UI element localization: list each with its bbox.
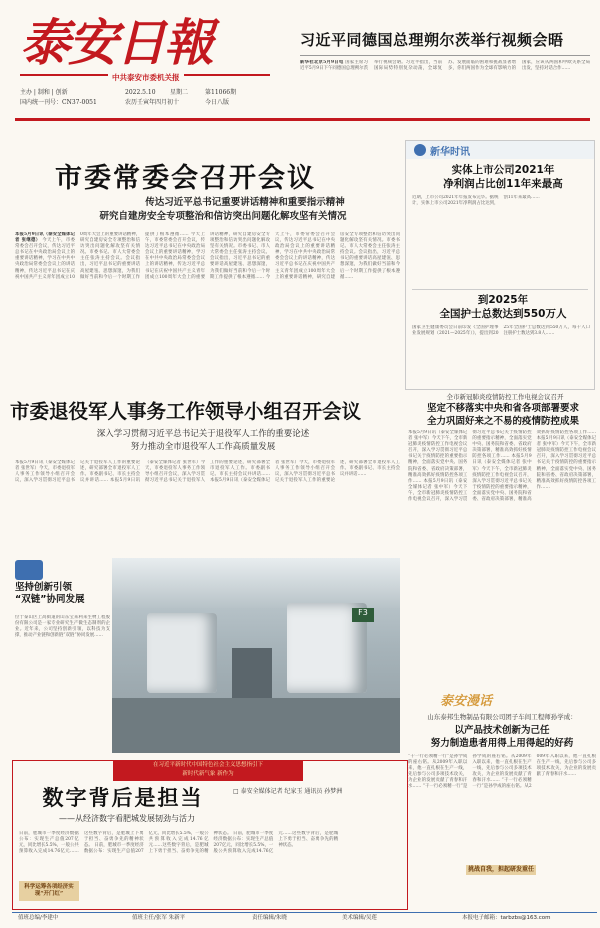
xinhua-item-2-headline: 到2025年 全国护士总数达到550万人: [439, 294, 567, 320]
second-article-text-repeat-2: 本报5月9日讯（泰安全媒体记者 张世军）今天，市委退役军人事务工作领导小组召开会议，深入学习贯彻习近平总书记关于退役军人工作的重要论述，研究部署全市退役军人工作。市委副书记、市长主持会议并讲话……: [210, 460, 400, 484]
bottom-subheadline: ——从经济数字看肥城发展韧劲与活力: [59, 814, 195, 823]
bottom-feature-frame: [12, 760, 408, 910]
feature-article-text-repeat-2: “干一行必须精一行”是孙学成的座右铭。从2009年入职以来，他一直扎根在生产一线，先后参与公司多项技术攻关，为企业的发展贡献了青春和汗水……: [472, 754, 596, 790]
top-headline-text: 习近平同德国总理朔尔茨举行视频会晤: [300, 31, 564, 49]
second-article-text: 本报5月9日讯（泰安全媒体记者 张世军）今天，市委退役军人事务工作领导小组召开会议，深入学习贯彻习近平总书记关于退役军人工作的重要论述，研究部署全市退役军人工作。市委副书记、市长主持会议并讲话……: [15, 460, 140, 484]
right-byline: 全市新冠肺炎疫情防控工作电视会议召开: [446, 393, 564, 401]
feature-article-text: “干一行必须精一行”是孙学成的座右铭。从2009年入职以来，他一直扎根在生产一线，先后参与公司多项技术攻关，为企业的发展贡献了青春和汗水……: [408, 754, 468, 790]
main-article-text-repeat: 今天上午，市委常委会召开会议，传达习近平总书记在中央政治局会议上的重要讲话精神，学习在中共中央政治局常委会会议上的讲话精神，传达习近平总书记在庆祝中国共产主义青年团成立100周年大会上的重要讲话精神，研究自建房安全专项整治和信访突出问题化解攻坚有关情况。市委书记、市人大常委会主任张涛主持会议。会议指出，习近平总书记的重要讲话高屋建瓴、思想深邃，为我们做好当前和今后一个时期工作提供了根本遵循……: [145, 232, 270, 280]
issue-number: 第11066期: [205, 89, 237, 96]
xinhua-item-1-text: 近期，上市公司2021年年报发布完毕。据统计，实体上市公司2021年净利润占比达到，创11年来最高……: [412, 195, 540, 207]
right-headline: 坚定不移落实中央和省各项部署要求 全力巩固好来之不易的疫情防控成果: [426, 403, 579, 427]
footer-edit: 值班总编/李建中: [18, 915, 59, 921]
main-headline: 市委常委会召开会议: [55, 163, 316, 194]
masthead: [20, 14, 290, 94]
xinhua-item-2-text: 国家卫生健康委员会日前印发《全国护理事业发展规划（2021—2025年）》，提出到2025年全国护士总数达到550万人，每千人口注册护士数达到3.8人……: [412, 325, 590, 337]
feature-box: 挑战自我，担起研发重任: [467, 866, 534, 873]
bottom-banner-small: 在习近平新时代中国特色社会主义思想指引下 新时代新气象 新作为: [152, 762, 263, 777]
feature-article-body: [408, 754, 596, 904]
footer-bar: [12, 912, 597, 924]
bottom-article-text-repeat: 日前，肥城市一季度经济数据公布：实现生产总值207亿元，同比增长5.5%，一般公共预算收入完成14.76亿元……这些数字背后，是肥城上下勇于担当、奋勇争先的精神状态。: [83, 831, 232, 855]
feature-article-text-repeat: “干一行必须精一行”是孙学成的座右铭。从2009年入职以来，他一直扎根在生产一线，先后参与公司多项技术攻关，为企业的发展贡献了青春和汗水……: [422, 754, 532, 790]
second-subhead-1: 深入学习贯彻习近平总书记关于退役军人工作的重要论述: [96, 429, 310, 439]
top-brief-label: 新华社北京5月9日电: [300, 60, 344, 65]
sponsor-text: 主办 | 制和 | 创新: [20, 89, 68, 96]
right-article-text-repeat-3: 本报5月9日讯（泰安全媒体记者 张中军）今天下午，全市新冠肺炎疫情防控工作电视会议召开，深入学习贯彻习近平总书记关于疫情防控的重要指示精神，全面落实党中央、国务院和省委、省政府决策部署，精准高效抓好疫情防控各项工作……: [536, 436, 596, 490]
footer-email: 本报电子邮箱：tarbzbs@163.com: [462, 915, 551, 921]
right-article-text-repeat-2: 本报5月9日讯（泰安全媒体记者 张中军）今天下午，全市新冠肺炎疫情防控工作电视会议召开，深入学习贯彻习近平总书记关于疫情防控的重要指示精神，全面落实党中央、国务院和省委、省政府决策部署，精准高效抓好疫情防控各项工作……: [472, 430, 596, 503]
main-subhead-2: 研究自建房安全专项整治和信访突出问题化解攻坚有关情况: [99, 211, 347, 222]
issue-pages: 今日八版: [205, 99, 230, 106]
second-article-body: [15, 460, 400, 560]
xinhua-header: [406, 141, 594, 159]
xinhua-logo-icon: [414, 144, 426, 156]
main-byline: 本报5月9日讯（泰安全媒体记者 张继德）: [15, 232, 75, 244]
bottom-article-text-repeat-2: 日前，肥城市一季度经济数据公布：实现生产总值207亿元，同比增长5.5%，一般公共预算收入完成14.76亿元……这些数字背后，是肥城上下勇于担当、奋勇争先的精神状态。: [213, 831, 339, 855]
xinhua-sidebar: [405, 140, 595, 390]
feature-header-label: 泰安漫话: [440, 694, 493, 709]
footer-design: 值班主任/张军 朱新平: [132, 915, 186, 921]
photo-caption-badge: [15, 560, 95, 605]
top-brief-text: 国家主席习近平5月9日下午同德国总理朔尔茨举行视频会晤。习近平指出，当前国际局势特别复杂动荡，全球复苏、发展面临的困难和挑战显著增多，你们两国作为全球有影响力的国家，应该从两国和中欧关系全局出发，坚持对话合作……: [300, 60, 590, 72]
top-brief: [300, 60, 590, 120]
issue-date: 2022.5.10: [125, 89, 156, 96]
right-article-text-repeat: 本报5月9日讯（泰安全媒体记者 张中军）今天下午，全市新冠肺炎疫情防控工作电视会议召开，深入学习贯彻习近平总书记关于疫情防控的重要指示精神，全面落实党中央、国务院和省委、省政府决策部署，精准高效抓好疫情防控各项工作……: [408, 430, 532, 503]
footer-proof: 责任编辑/朱晓: [252, 915, 287, 921]
main-subhead-1: 传达习近平总书记重要讲话精神和重要指示精神: [145, 197, 345, 208]
footer-editor: 美术编辑/吴莲: [342, 915, 377, 921]
xinhua-header-label: 新华时讯: [430, 147, 470, 158]
main-article-body: [15, 232, 400, 342]
feature-headline: 以产品技术创新为己任 努力制造患者用得上用得起的好药: [430, 725, 574, 749]
newspaper-tagline: 中共泰安市委机关报: [108, 72, 184, 83]
feature-subtitle: 山东泰邦生物制品有限公司团子车间工程师孙学成：: [427, 713, 577, 721]
bottom-box: 科学运筹各项经济实现“开门红”: [19, 881, 79, 901]
second-subhead-2: 努力推动全市退役军人工作高质量发展: [130, 442, 276, 452]
issue-weekday: 星期二: [170, 89, 189, 96]
masthead-info: [20, 88, 275, 118]
xinhua-item-1-headline: 实体上市公司2021年 净利润占比创11年来最高: [443, 164, 563, 190]
right-article-text: 本报5月9日讯（泰安全媒体记者 张中军）今天下午，全市新冠肺炎疫情防控工作电视会议召开，深入学习贯彻习近平总书记关于疫情防控的重要指示精神，全面落实党中央、国务院和省委、省政府决策部署，精准高效抓好疫情防控各项工作……: [408, 430, 468, 484]
bottom-byline: □ 泰安全媒体记者 纪家玉 通讯员 孙梦洲: [233, 788, 343, 795]
bottom-headline: 数字背后是担当: [42, 786, 204, 810]
bottom-banner-ribbon: [113, 761, 303, 781]
newspaper-logo: 泰安日報: [20, 13, 212, 72]
feature-header-banner: [440, 690, 570, 708]
camera-icon: [15, 560, 43, 580]
main-article-text-repeat-2: 今天上午，市委常委会召开会议，传达习近平总书记在中央政治局会议上的重要讲话精神，学习在中共中央政治局常委会会议上的讲话精神，传达习近平总书记在庆祝中国共产主义青年团成立100周年大会上的重要讲话精神，研究自建房安全专项整治和信访突出问题化解攻坚有关情况。市委书记、市人大常委会主任张涛主持会议。会议指出，习近平总书记的重要讲话高屋建瓴、思想深邃，为我们做好当前和今后一个时期工作提供了根本遵循……: [265, 232, 400, 280]
bottom-article-text: 日前，肥城市一季度经济数据公布：实现生产总值207亿元，同比增长5.5%，一般公共预算收入完成14.76亿元……这些数字背后，是肥城上下勇于担当、奋勇争先的精神状态。: [19, 831, 144, 855]
photo-caption-title: 坚持创新引领 “双链”协同发展: [15, 582, 85, 605]
second-headline: 市委退役军人事务工作领导小组召开会议: [10, 400, 362, 423]
issue-lunar: 农历壬寅年四月初十: [125, 99, 180, 106]
second-article-text-repeat: 本报5月9日讯（泰安全媒体记者 张世军）今天，市委退役军人事务工作领导小组召开会议，深入学习贯彻习近平总书记关于退役军人工作的重要论述，研究部署全市退役军人工作。市委副书记、市长主持会议并讲话……: [109, 460, 270, 484]
photo-caption-text: 位于泰山区上高街道的山东宝来利来生物工程股份有限公司是一家专业研究生产微生态制剂的企业。近年来，公司坚持创新引领，以科技为支撑，推动产业链和创新链“双链”协同发展……: [15, 615, 110, 639]
factory-photo: F3: [112, 558, 400, 753]
main-article-text: 今天上午，市委常委会召开会议，传达习近平总书记在中央政治局会议上的重要讲话精神，学习在中共中央政治局常委会会议上的讲话精神，传达习近平总书记在庆祝中国共产主义青年团成立100周年大会上的重要讲话精神，研究自建房安全专项整治和信访突出问题化解攻坚有关情况。市委书记、市人大常委会主任张涛主持会议。会议指出，习近平总书记的重要讲话高屋建瓴、思想深邃，为我们做好当前和今后一个时期工作提供了根本遵循……: [15, 232, 189, 280]
issn: 国内统一刊号：CN37-0051: [20, 99, 97, 106]
right-article-body: [408, 430, 596, 680]
